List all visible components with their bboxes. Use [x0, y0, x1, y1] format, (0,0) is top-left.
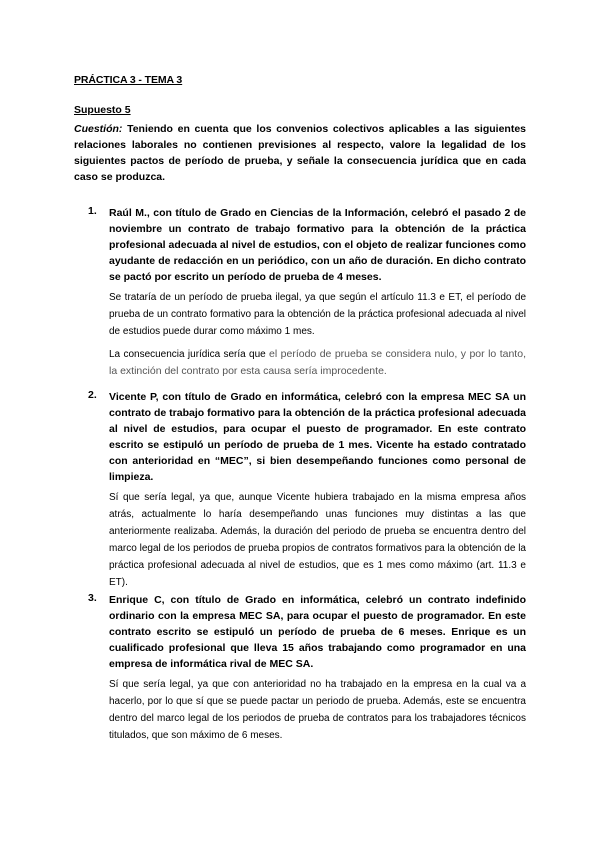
- case-item-1: [88, 205, 526, 380]
- case-statement: Enrique C, con título de Grado en informática, celebró un contrato indefinido ordinario con la empresa MEC SA, para ocupar el puesto de programador. En este contrato escrito se estipuló un período de prueba de 6 meses. Enrique es un cualificado profesional que lleva 15 años trabajando como programador en una empresa de informática rival de MEC SA.: [109, 594, 526, 670]
- consequence-detail: el período de prueba se considera nulo, y por lo tanto, la extinción del contrato por esta causa sería improcedente.: [109, 348, 526, 377]
- question-text: Teniendo en cuenta que los convenios colectivos aplicables a las siguientes relaciones laborales no contienen previsiones al respecto, valore la legalidad de los siguientes pactos de período de prueba, y señale la consecuencia jurídica que en cada caso se produzca.: [74, 123, 526, 183]
- question-label: Cuestión:: [74, 123, 123, 135]
- question-paragraph: [74, 121, 526, 185]
- case-number: 3.: [88, 592, 97, 604]
- case-answer: Sí que sería legal, ya que con anterioridad no ha trabajado en la empresa en la cual va a hacerlo, por lo que sí que se puede pactar un periodo de prueba. Además, este se encuentra dentro del marco legal de los periodos de prueba de contratos para los trabajadores técnicos titulados, que son máximo de 6 meses.: [109, 679, 526, 741]
- case-number: 1.: [88, 205, 97, 217]
- case-number: 2.: [88, 389, 97, 401]
- case-answer-consequence: [109, 346, 526, 380]
- case-item-2: [88, 389, 526, 591]
- case-statement: Vicente P, con título de Grado en informática, celebró con la empresa MEC SA un contrato de trabajo formativo para la obtención de la práctica profesional adecuada al nivel de estudios, para ocupar el puesto de programador. En este contrato escrito se estipuló un período de prueba de 1 mes. Vicente ha estado contratado con anterioridad en “MEC”, si bien desempeñando funciones como personal de limpieza.: [109, 391, 526, 483]
- case-statement: Raúl M., con título de Grado en Ciencias de la Información, celebró el pasado 2 de noviembre un contrato de trabajo formativo para la obtención de la práctica profesional adecuada al nivel de estudios, con el objeto de realizar funciones como ayudante de redacción en un periódico, con un año de duración. En dicho contrato se pactó por escrito un período de prueba de 4 meses.: [109, 207, 526, 283]
- document-title: PRÁCTICA 3 - TEMA 3: [74, 74, 183, 86]
- document-subtitle: Supuesto 5: [74, 104, 131, 116]
- case-answer: Sí que sería legal, ya que, aunque Vicente hubiera trabajado en la misma empresa años atrás, actualmente lo haría desempeñando unas funciones muy distintas a las que anteriormente realizaba. Además, la duración del periodo de prueba se encuentra dentro del marco legal de los periodos de prueba propios de contratos formativos para la obtención de la práctica profesional adecuada al nivel de estudios, que es 1 mes como máximo (art. 11.3 e ET).: [109, 492, 526, 588]
- case-item-3: [88, 592, 526, 744]
- consequence-lead: La consecuencia jurídica sería que: [109, 349, 270, 360]
- case-answer: Se trataría de un período de prueba ilegal, ya que según el artículo 11.3 e ET, el período de prueba de un contrato formativo para la obtención de la práctica profesional adecuada al nivel de estudios puede durar como máximo 1 mes.: [109, 292, 526, 337]
